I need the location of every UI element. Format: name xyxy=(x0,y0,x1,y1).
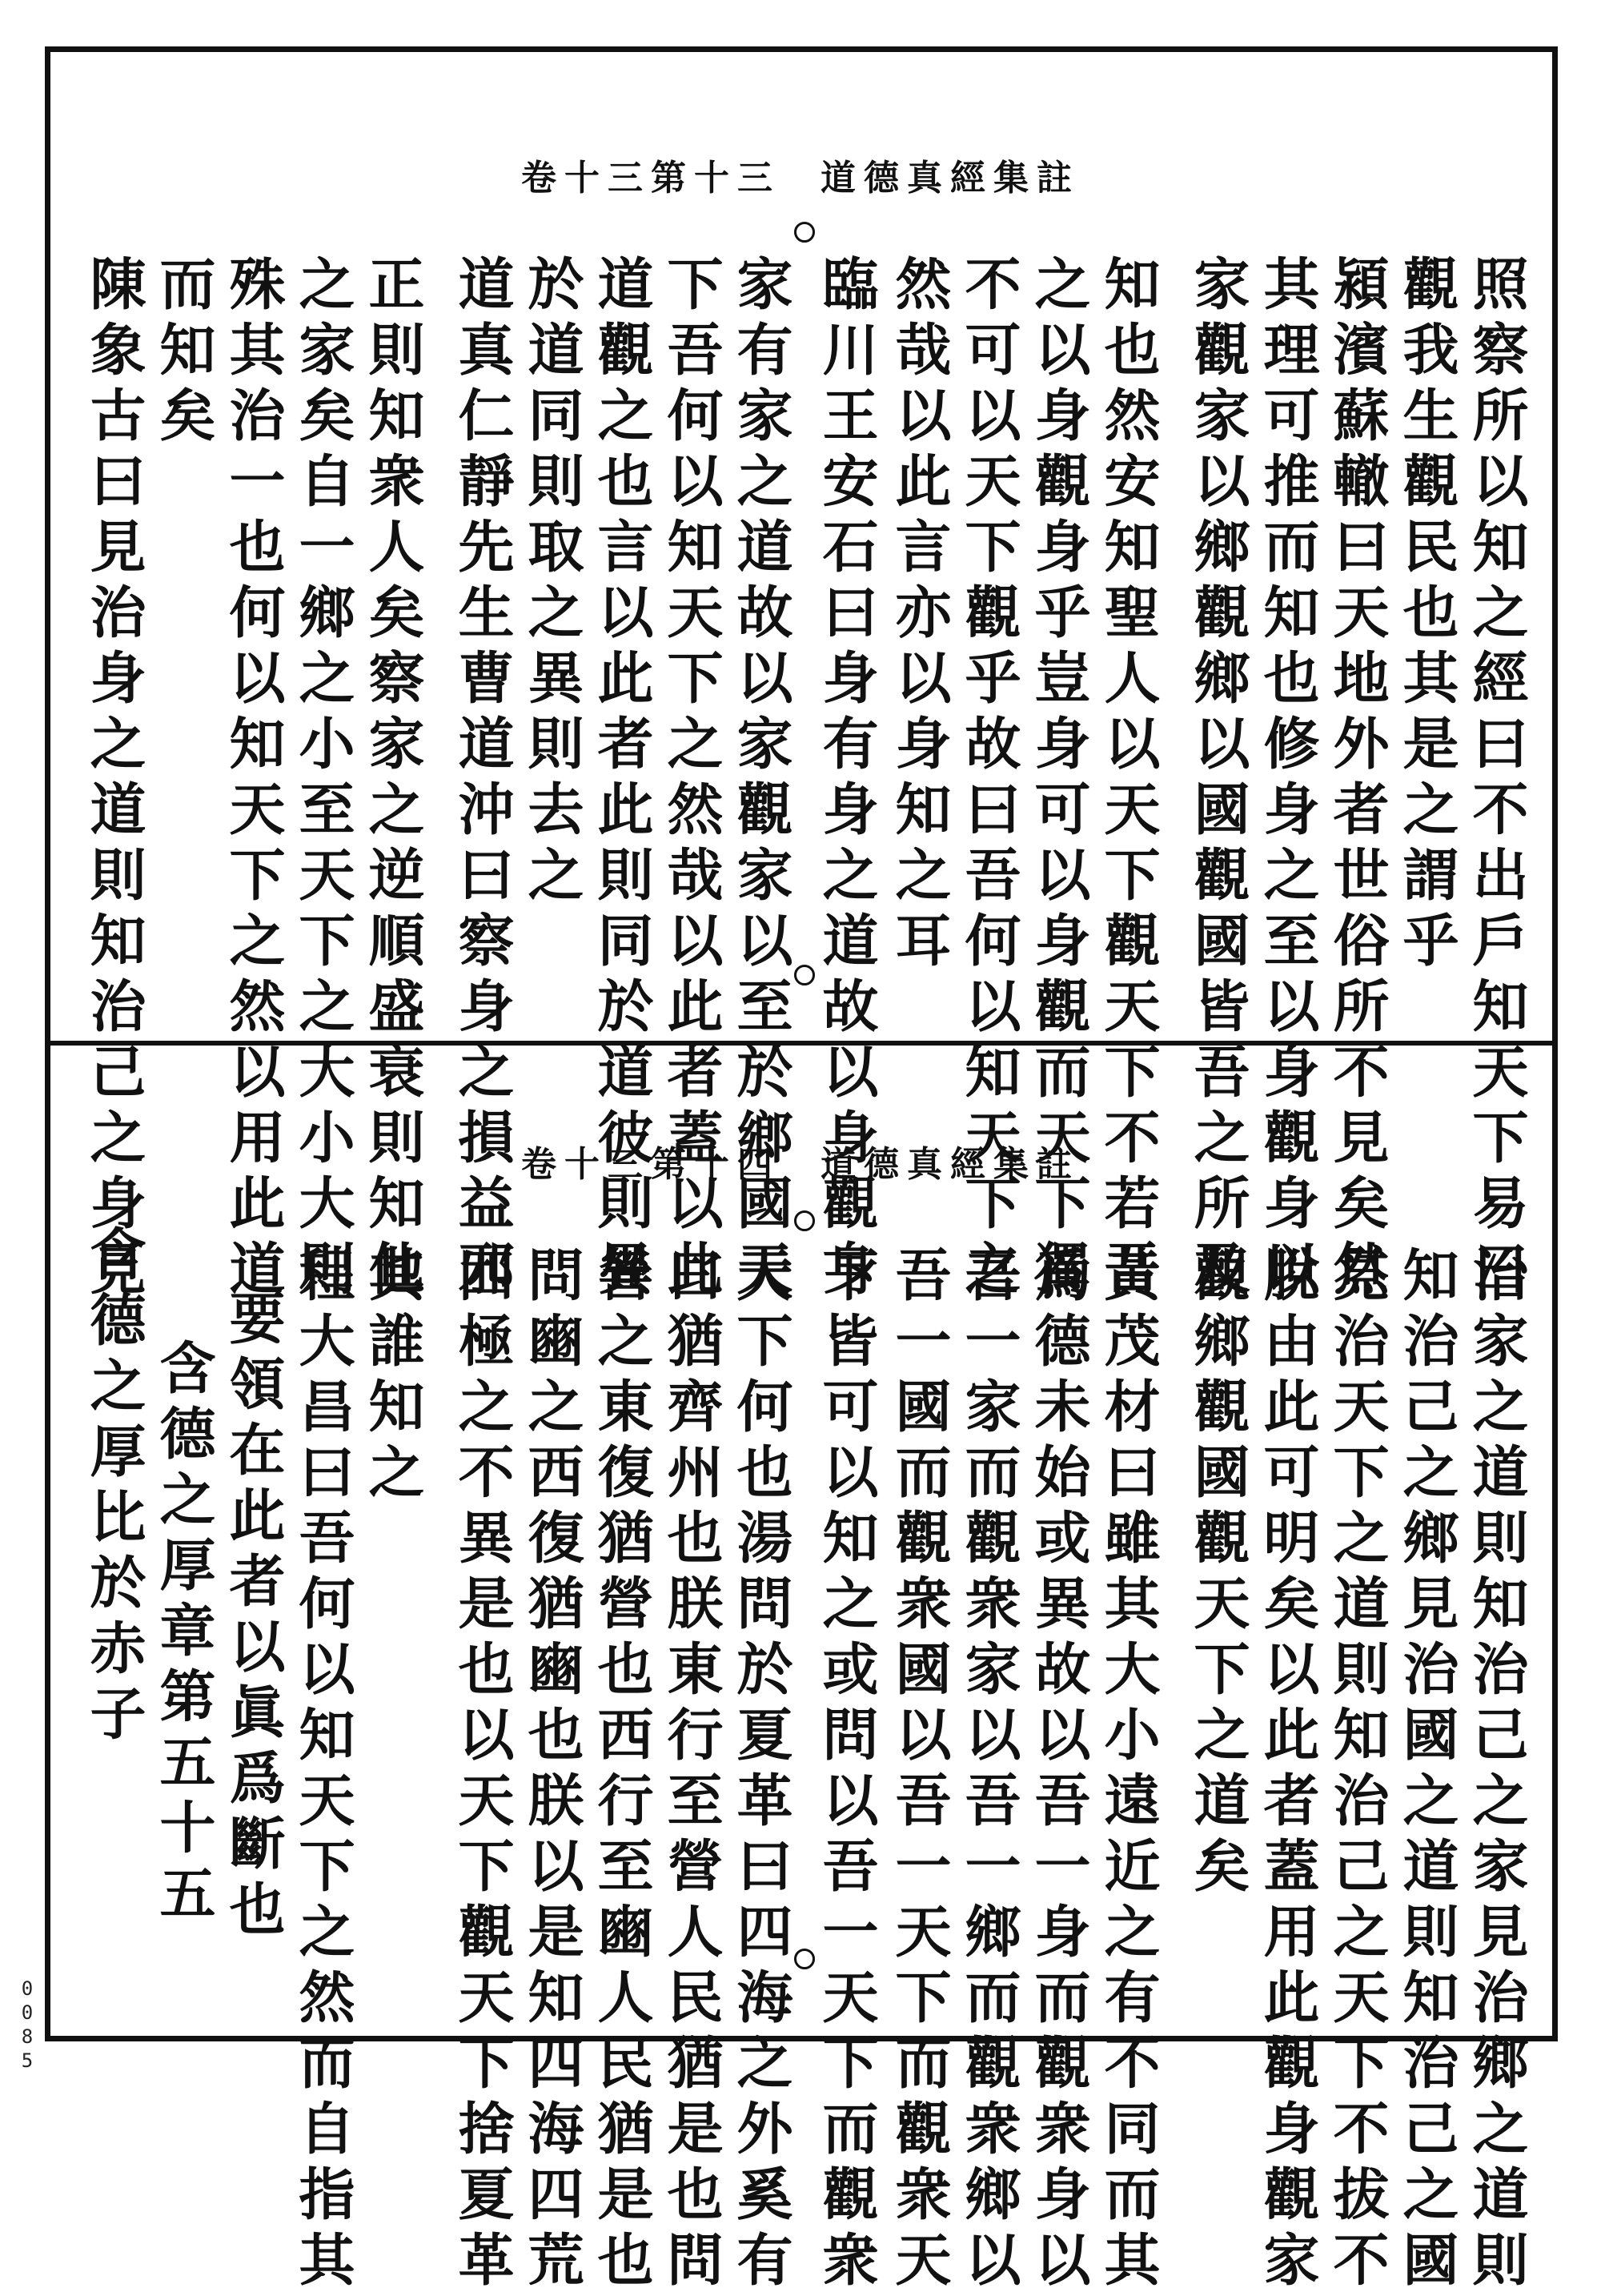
top-col-4: 其理可推而知也修身之至以身觀身以 xyxy=(1254,255,1321,1305)
top-header-volume: 卷十三第十三 xyxy=(521,158,780,199)
top-col-8: 不可以天下觀乎故曰吾何以知天下之 xyxy=(956,255,1022,1305)
top-col-20: 陳象古曰見治身之道則知治己之身見 xyxy=(81,255,147,1305)
top-col-17: 之家矣自一鄉之小至天下之大小大則 xyxy=(290,255,356,1305)
top-col-7: 之以身觀身乎豈身可以身觀而天下獨 xyxy=(1025,255,1092,1305)
bottom-col-14: 問豳之西復猶豳也朕以是知四海四荒 xyxy=(519,1246,585,2296)
top-col-10: 臨川王安石曰身有身之道故以身觀身 xyxy=(813,255,880,1305)
bottom-col-15: 四極之不異是也以天下觀天下捨夏革 xyxy=(449,1246,516,2296)
bottom-circle-mark-2 xyxy=(794,1949,815,1969)
top-circle-mark-2 xyxy=(794,965,815,985)
top-col-19: 而知矣 xyxy=(150,255,217,452)
top-header-title: 道德真經集註 xyxy=(821,158,1080,199)
top-col-3: 潁濱蘇轍曰天地外者世俗所不見矣然 xyxy=(1324,255,1390,1305)
top-col-14: 於道同則取之異則去之 xyxy=(519,255,585,911)
bottom-header-volume: 卷十三第十四 xyxy=(521,1144,780,1185)
bottom-col-4: 脫由此可明矣以此者蓋用此觀身觀家 xyxy=(1254,1246,1321,2296)
bottom-col-8: 吾一家而觀衆家以吾一鄉而觀衆鄉以 xyxy=(956,1246,1022,2296)
bottom-col-3: 見治天下之道則知治己之天下不拔不 xyxy=(1324,1246,1390,2296)
bottom-col-19: 含德之厚章第五十五 xyxy=(150,1339,217,1929)
top-col-15: 道真仁靜先生曹道沖曰察身之損益邪 xyxy=(449,255,516,1305)
bottom-col-20: 含德之厚比於赤子 xyxy=(81,1225,147,1750)
top-col-2: 觀我生觀民也其是之謂乎 xyxy=(1394,255,1460,977)
top-circle-mark xyxy=(794,222,815,243)
top-col-5: 家觀家以鄉觀鄉以國觀國皆吾之所及 xyxy=(1185,255,1251,1305)
bottom-col-16: 其誰知之 xyxy=(359,1246,426,1508)
bottom-circle-mark xyxy=(794,1210,815,1231)
top-header xyxy=(0,149,1601,200)
bottom-header-title: 道德真經集註 xyxy=(821,1144,1080,1185)
top-col-18: 殊其治一也何以知天下之然以用此道 xyxy=(220,255,287,1305)
bottom-col-18: 要領在此者以眞爲斷也 xyxy=(220,1289,287,1945)
bottom-col-5: 觀鄉觀國觀天下之道矣 xyxy=(1185,1246,1251,1902)
bottom-col-17: 程大昌曰吾何以知天下之然而自指其 xyxy=(290,1246,356,2296)
top-col-12: 下吾何以知天下之然哉以此者蓋以此 xyxy=(658,255,724,1305)
bottom-col-13: 營之東復猶營也西行至豳人民猶是也 xyxy=(588,1246,655,2296)
top-col-13: 道觀之也言以此者此則同於道彼則異 xyxy=(588,255,655,1305)
bottom-col-2: 知治己之鄉見治國之道則知治己之國 xyxy=(1394,1246,1460,2296)
bottom-col-7: 爲德未始或異故以吾一身而觀衆身以 xyxy=(1025,1246,1092,2296)
top-col-6: 知也然安知聖人以天下觀天下不若吾 xyxy=(1095,255,1162,1305)
top-col-1: 照察所以知之經曰不出戶知天下易曰 xyxy=(1463,255,1530,1305)
bottom-col-11: 天下何也湯問於夏革曰四海之外奚有 xyxy=(728,1246,794,2296)
bottom-col-12: 曰猶齊州也朕東行至營人民猶是也問 xyxy=(658,1246,724,2296)
bottom-col-9: 吾一國而觀衆國以吾一天下而觀衆天 xyxy=(886,1246,953,2296)
top-col-9: 然哉以此言亦以身知之耳 xyxy=(886,255,953,977)
top-col-16: 正則知衆人矣察家之逆順盛衰則知他 xyxy=(359,255,426,1305)
bottom-col-1: 治家之道則知治己之家見治鄉之道則 xyxy=(1463,1246,1530,2296)
bottom-header xyxy=(0,1135,1601,1186)
bottom-col-6: 黃茂材曰雖其大小遠近之有不同而其 xyxy=(1095,1246,1162,2296)
top-col-11: 家有家之道故以家觀家以至於鄉國天 xyxy=(728,255,794,1305)
page-number: 0085 xyxy=(16,1977,38,2073)
bottom-col-10: 下皆可以知之或問以吾一天下而觀衆 xyxy=(813,1246,880,2296)
